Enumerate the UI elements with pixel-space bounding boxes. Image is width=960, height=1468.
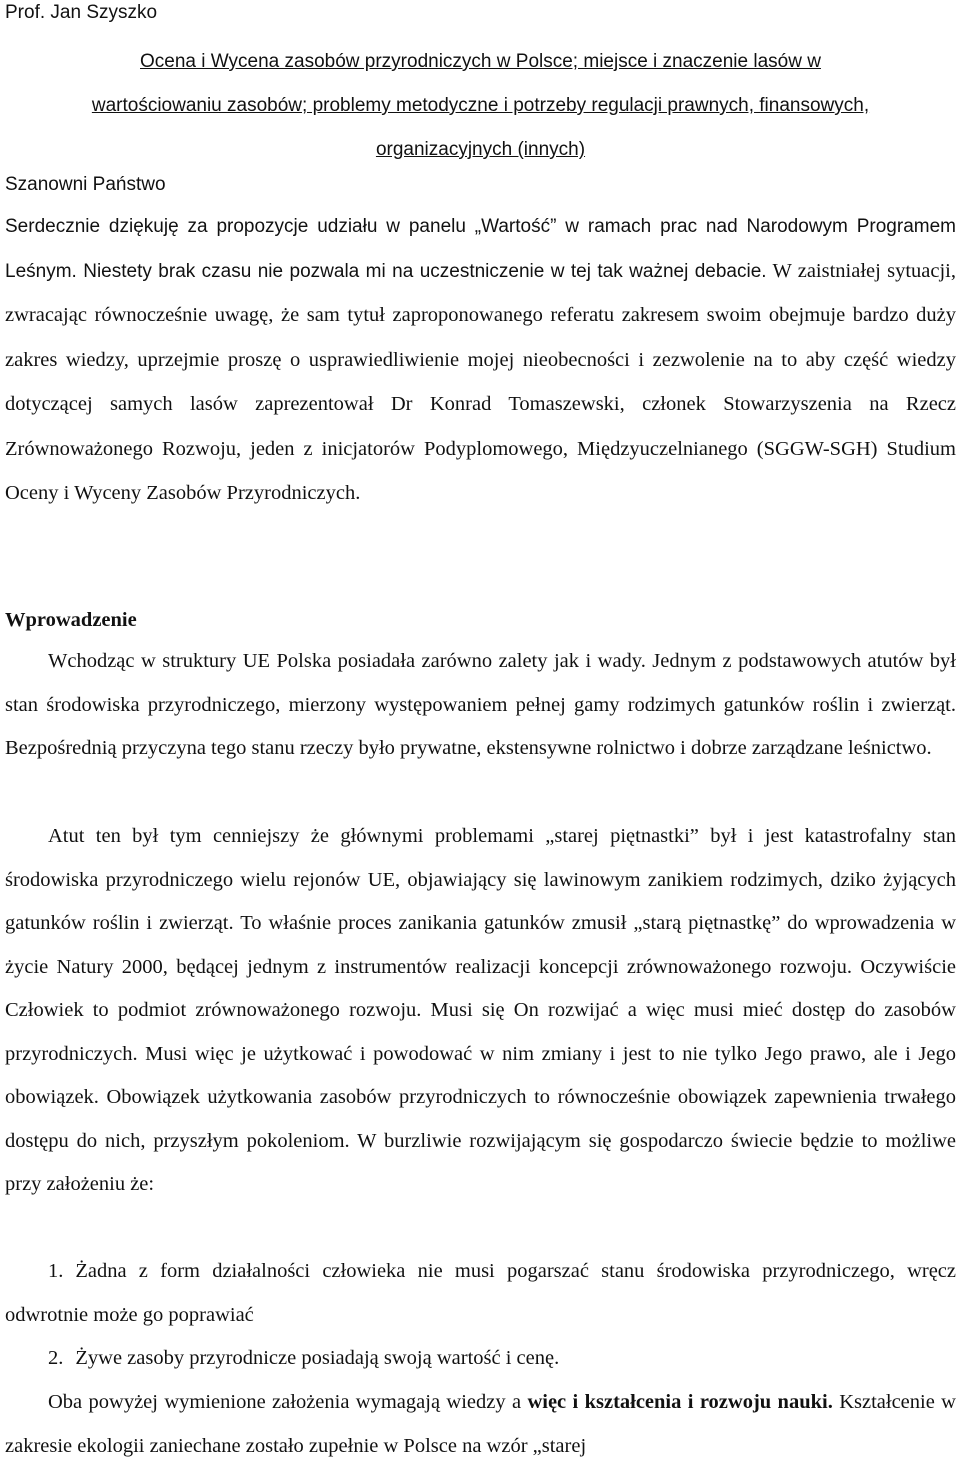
section-heading: Wprowadzenie xyxy=(5,609,137,631)
paragraph-2: Atut ten był tym cenniejszy że głównymi problemami „starej piętnastki” był i jest katastrofalny stan środowiska przyrodniczego wielu rejonów UE, objawiający się lawinowym zanikiem rodzimych, dziko żyjących gatunków roślin i zwierząt. To właśnie proces zanikania gatunków zmusił „starą piętnastkę” do wprowadzenia w życie Natury 2000, będącej jednym z instrumentów realizacji koncepcji zrównoważonego rozwoju. Oczywiście Człowiek to podmiot zrównoważonego rozwoju. Musi się On rozwijać a więc musi mieć dostęp do zasobów przyrodniczych. Musi więc je użytkować i powodować w nim zmiany i jest to nie tylko Jego prawo, ale i Jego obowiązek. Obowiązek użytkowania zasobów przyrodniczych to równocześnie obowiązek zapewnienia trwałego dostępu do nich, przyszłym pokoleniom. W burzliwie rozwijającym się gospodarczo świecie będzie to możliwe przy założeniu że: xyxy=(5,825,956,1195)
document-title xyxy=(5,40,956,172)
list-item xyxy=(5,1337,956,1381)
closing-bold-text: więc i kształcenia i rozwoju nauki. xyxy=(527,1391,833,1413)
intro-sans-text: Serdecznie dziękuję za propozycje udziału w panelu „Wartość” w ramach prac nad Narodowym Programem Leśnym. Niestety brak czasu nie pozwala mi na uczestniczenie w tej tak ważnej debacie. xyxy=(5,216,956,282)
closing-paragraph xyxy=(5,1381,956,1468)
paragraph-1: Wchodząc w struktury UE Polska posiadała zarówno zalety jak i wady. Jednym z podstawowych atutów był stan środowiska przyrodniczego, mierzony występowaniem pełnej gamy rodzimych gatunków roślin i zwierząt. Bezpośrednią przyczyna tego stanu rzeczy było prywatne, ekstensywne rolnictwo i dobrze zarządzane leśnictwo. xyxy=(5,650,956,759)
list-item-number: 2. xyxy=(48,1347,64,1369)
intro-serif-text: W zaistniałej sytuacji, zwracając równocześnie uwagę, że sam tytuł zaproponowanego referatu zakresem swoim obejmuje bardzo duży zakres wiedzy, uprzejmie proszę o usprawiedliwienie mojej nieobecności i zezwolenie na to aby część wiedzy dotyczącej samych lasów zaprezentował Dr Konrad Tomaszewski, członek Stowarzyszenia na Rzecz Zrównoważonego Rozwoju, jeden z inicjatorów Podyplomowego, Międzyuczelnianego (SGGW-SGH) Studium Oceny i Wyceny Zasobów Przyrodniczych. xyxy=(5,259,956,504)
closing-text-continued: Kształcenie w zakresie ekologii zaniechane zostało zupełnie w Polsce na wzór „starej xyxy=(5,1391,956,1457)
list-item-number: 1. xyxy=(48,1260,64,1282)
intro-paragraph xyxy=(5,205,956,517)
greeting: Szanowni Państwo xyxy=(5,174,166,195)
title-line: organizacyjnych (innych) xyxy=(375,139,586,160)
title-line: wartościowaniu zasobów; problemy metodyczne i potrzeby regulacji prawnych, finansowych, xyxy=(91,95,870,116)
author-name: Prof. Jan Szyszko xyxy=(5,2,158,23)
title-line: Ocena i Wycena zasobów przyrodniczych w Polsce; miejsce i znaczenie lasów w xyxy=(140,51,821,72)
list-item-text: Żywe zasoby przyrodnicze posiadają swoją wartość i cenę. xyxy=(75,1347,560,1369)
list-item-text: Żadna z form działalności człowieka nie musi pogarszać stanu środowiska przyrodniczego, wręcz odwrotnie może go poprawiać xyxy=(5,1260,956,1326)
list-item xyxy=(5,1250,956,1337)
closing-text: Oba powyżej wymienione założenia wymagają wiedzy a xyxy=(48,1391,528,1413)
